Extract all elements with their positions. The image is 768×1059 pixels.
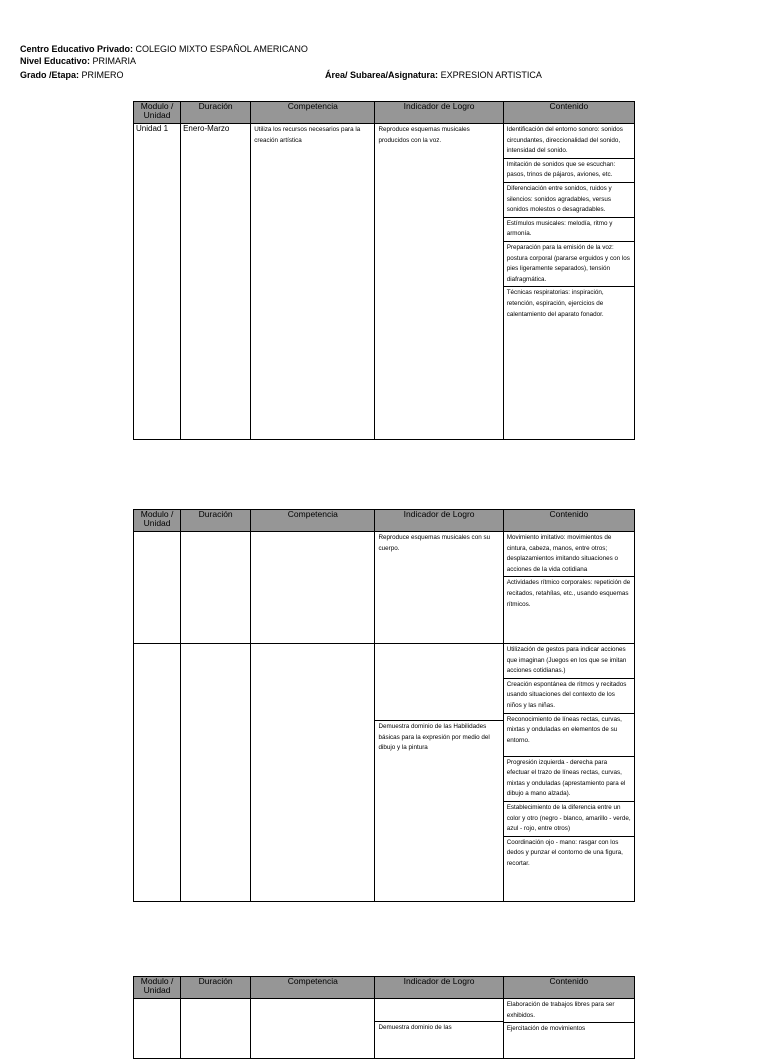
col-header-contenido: Contenido <box>503 977 634 999</box>
contenido-item: Ejercitación de movimientos <box>506 1025 586 1033</box>
grado-label: Grado /Etapa: <box>20 70 80 80</box>
contenido-item: Actividades rítmico corporales: repetición de recitados, retahílas, etc., usando esquemas rítmicos. <box>506 579 631 608</box>
table-row <box>134 999 635 1059</box>
contenido-item: Imitación de sonidos que se escuchan: pasos, trinos de pájaros, aviones, etc. <box>504 159 634 183</box>
table-row <box>134 644 635 902</box>
contenido-item: Elaboración de trabajos libres para ser exhibidos. <box>504 999 634 1023</box>
col-header-competencia: Competencia <box>251 102 375 124</box>
unidad-cell: Unidad 1 <box>136 124 169 133</box>
nivel-line <box>20 56 136 67</box>
centro-value: COLEGIO MIXTO ESPAÑOL AMERICANO <box>135 44 308 54</box>
col-header-duracion: Duración <box>181 102 251 124</box>
contenido-item: Creación espontánea de ritmos y recitados usando situaciones del contexto de los niños y las niñas. <box>504 679 634 714</box>
contenido-item: Progresión izquierda - derecha para efectuar el trazo de líneas rectas, curvas, mixtas y onduladas (aprestamiento para el dibujo a mano alzada). <box>504 757 634 802</box>
contenido-item: Utilización de gestos para indicar acciones que imaginan (Juegos en los que se imitan acciones cotidianas.) <box>504 644 634 679</box>
col-header-contenido: Contenido <box>503 510 634 532</box>
plan-table-1 <box>133 101 635 440</box>
table-row <box>134 124 635 440</box>
nivel-value: PRIMARIA <box>92 56 137 66</box>
col-header-duracion: Duración <box>181 977 251 999</box>
indicador-cell: Demuestra dominio de las <box>378 1024 452 1031</box>
area-line <box>325 70 542 81</box>
duracion-cell: Enero-Marzo <box>183 124 230 133</box>
contenido-item: Movimiento imitativo: movimientos de cintura, cabeza, manos, entre otros; desplazamientos imitando situaciones o acciones de la vida cotidiana <box>504 532 634 577</box>
area-value: EXPRESION ARTISTICA <box>440 70 542 80</box>
col-header-modulo: Modulo / Unidad <box>134 102 181 124</box>
grado-value: PRIMERO <box>81 70 124 80</box>
plan-table-2 <box>133 509 635 902</box>
plan-table-3 <box>133 976 635 1059</box>
contenido-cell <box>503 124 634 440</box>
col-header-contenido: Contenido <box>503 102 634 124</box>
table-header-row <box>134 977 635 999</box>
col-header-duracion: Duración <box>181 510 251 532</box>
col-header-indicador: Indicador de Logro <box>375 510 503 532</box>
contenido-item: Técnicas respiratorias: inspiración, retención, espiración, ejercicios de calentamiento del aparato fonador. <box>506 289 604 318</box>
col-header-indicador: Indicador de Logro <box>375 102 503 124</box>
contenido-item: Preparación para la emisión de la voz: postura corporal (pararse erguidos y con los pies ligeramente separados), tensión diafragmática. <box>504 242 634 287</box>
contenido-cell <box>503 532 634 644</box>
indicador-cell: Reproduce esquemas musicales producidos con la voz. <box>378 126 470 144</box>
col-header-modulo: Modulo / Unidad <box>134 510 181 532</box>
contenido-item: Diferenciación entre sonidos, ruidos y silencios: sonidos agradables, versus sonidos molestos o desagradables. <box>504 183 634 218</box>
col-header-competencia: Competencia <box>251 510 375 532</box>
contenido-cell <box>503 999 634 1059</box>
contenido-item: Establecimiento de la diferencia entre un color y otro (negro - blanco, amarillo - verde, azul - rojo, entre otros) <box>504 802 634 837</box>
col-header-modulo: Modulo / Unidad <box>134 977 181 999</box>
col-header-competencia: Competencia <box>251 977 375 999</box>
nivel-label: Nivel Educativo: <box>20 56 91 66</box>
contenido-item: Reconocimiento de líneas rectas, curvas, mixtas y onduladas en elementos de su entorno. <box>504 714 634 757</box>
grado-line <box>20 70 124 81</box>
col-header-indicador: Indicador de Logro <box>375 977 503 999</box>
table-header-row <box>134 510 635 532</box>
contenido-item: Estímulos musicales: melodía, ritmo y armonía. <box>504 218 634 242</box>
table-row <box>134 532 635 644</box>
competencia-cell: Utiliza los recursos necesarios para la creación artística <box>254 126 361 144</box>
table-header-row <box>134 102 635 124</box>
contenido-cell <box>503 644 634 902</box>
centro-label: Centro Educativo Privado: <box>20 44 134 54</box>
area-label: Área/ Subarea/Asignatura: <box>325 70 439 80</box>
centro-line <box>20 44 308 55</box>
contenido-item: Identificación del entorno sonoro: sonidos circundantes, direccionalidad del sonido, intensidad del sonido. <box>504 124 634 159</box>
contenido-item: Coordinación ojo - mano: rasgar con los dedos y punzar el contorno de una figura, recortar. <box>506 838 623 867</box>
indicador-cell: Demuestra dominio de las Habilidades básicas para la expresión por medio del dibujo y la pintura <box>378 723 490 752</box>
indicador-cell: Reproduce esquemas musicales con su cuerpo. <box>378 534 491 552</box>
